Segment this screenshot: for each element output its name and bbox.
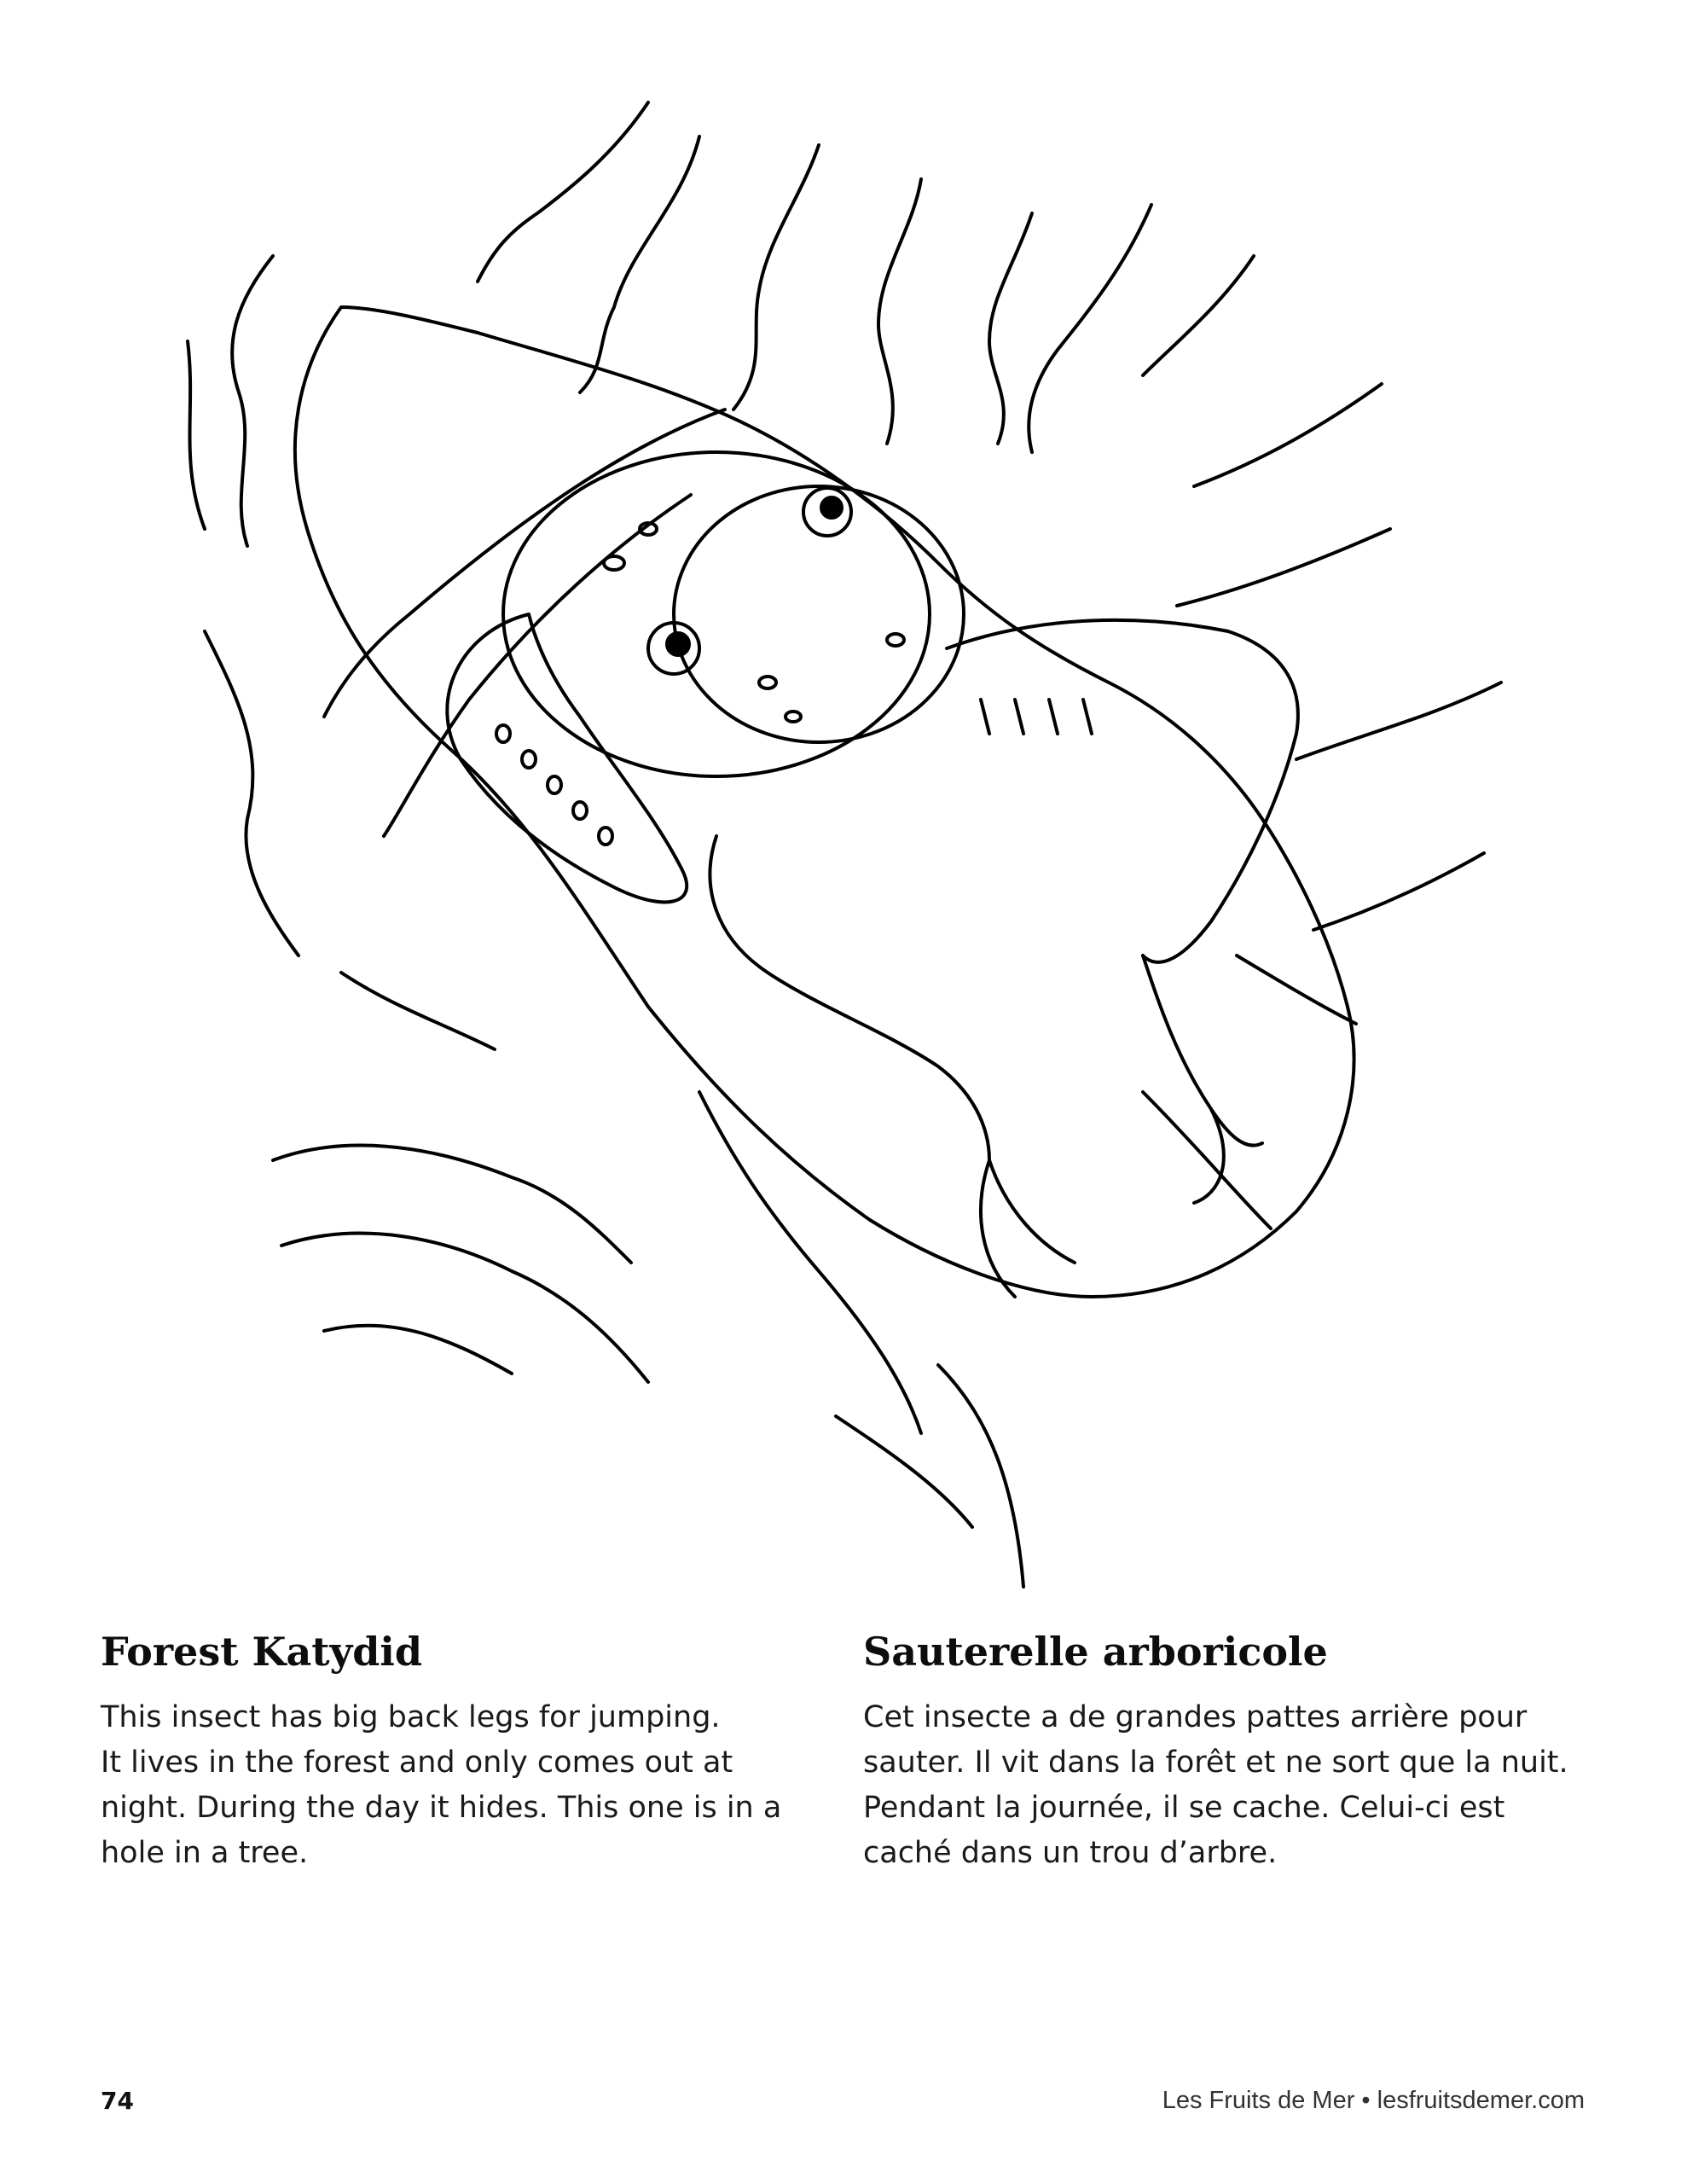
english-line: It lives in the forest and only comes out at	[101, 1745, 733, 1780]
page-number: 74	[101, 2087, 134, 2115]
french-section	[863, 1629, 1597, 1876]
katydid-head	[674, 486, 964, 742]
english-line: This insect has big back legs for jumping.	[101, 1699, 721, 1734]
body-spots	[604, 523, 904, 722]
english-line: hole in a tree.	[101, 1835, 309, 1870]
english-section	[101, 1629, 834, 1876]
front-leg-right	[947, 620, 1298, 962]
publisher-credit: Les Fruits de Mer • lesfruitsdemer.com	[1162, 2087, 1585, 2114]
bark-lines	[188, 102, 1501, 1587]
leg-spots	[496, 725, 612, 845]
english-description	[101, 1695, 834, 1876]
french-line: sauter. Il vit dans la forêt et ne sort que la nuit.	[863, 1745, 1568, 1780]
french-title: Sauterelle arboricole	[863, 1629, 1328, 1675]
katydid-line-art-icon	[171, 85, 1535, 1595]
antenna-right	[384, 495, 691, 836]
french-line: caché dans un trou d’arbre.	[863, 1835, 1278, 1870]
french-description	[863, 1695, 1597, 1876]
english-title: Forest Katydid	[101, 1629, 423, 1675]
french-line: Cet insecte a de grandes pattes arrière pour	[863, 1699, 1528, 1734]
french-line: Pendant la journée, il se cache. Celui-ci est	[863, 1790, 1505, 1825]
front-leg-left	[710, 836, 990, 1160]
english-line: night. During the day it hides. This one is in a	[101, 1790, 782, 1825]
coloring-illustration	[171, 85, 1535, 1595]
